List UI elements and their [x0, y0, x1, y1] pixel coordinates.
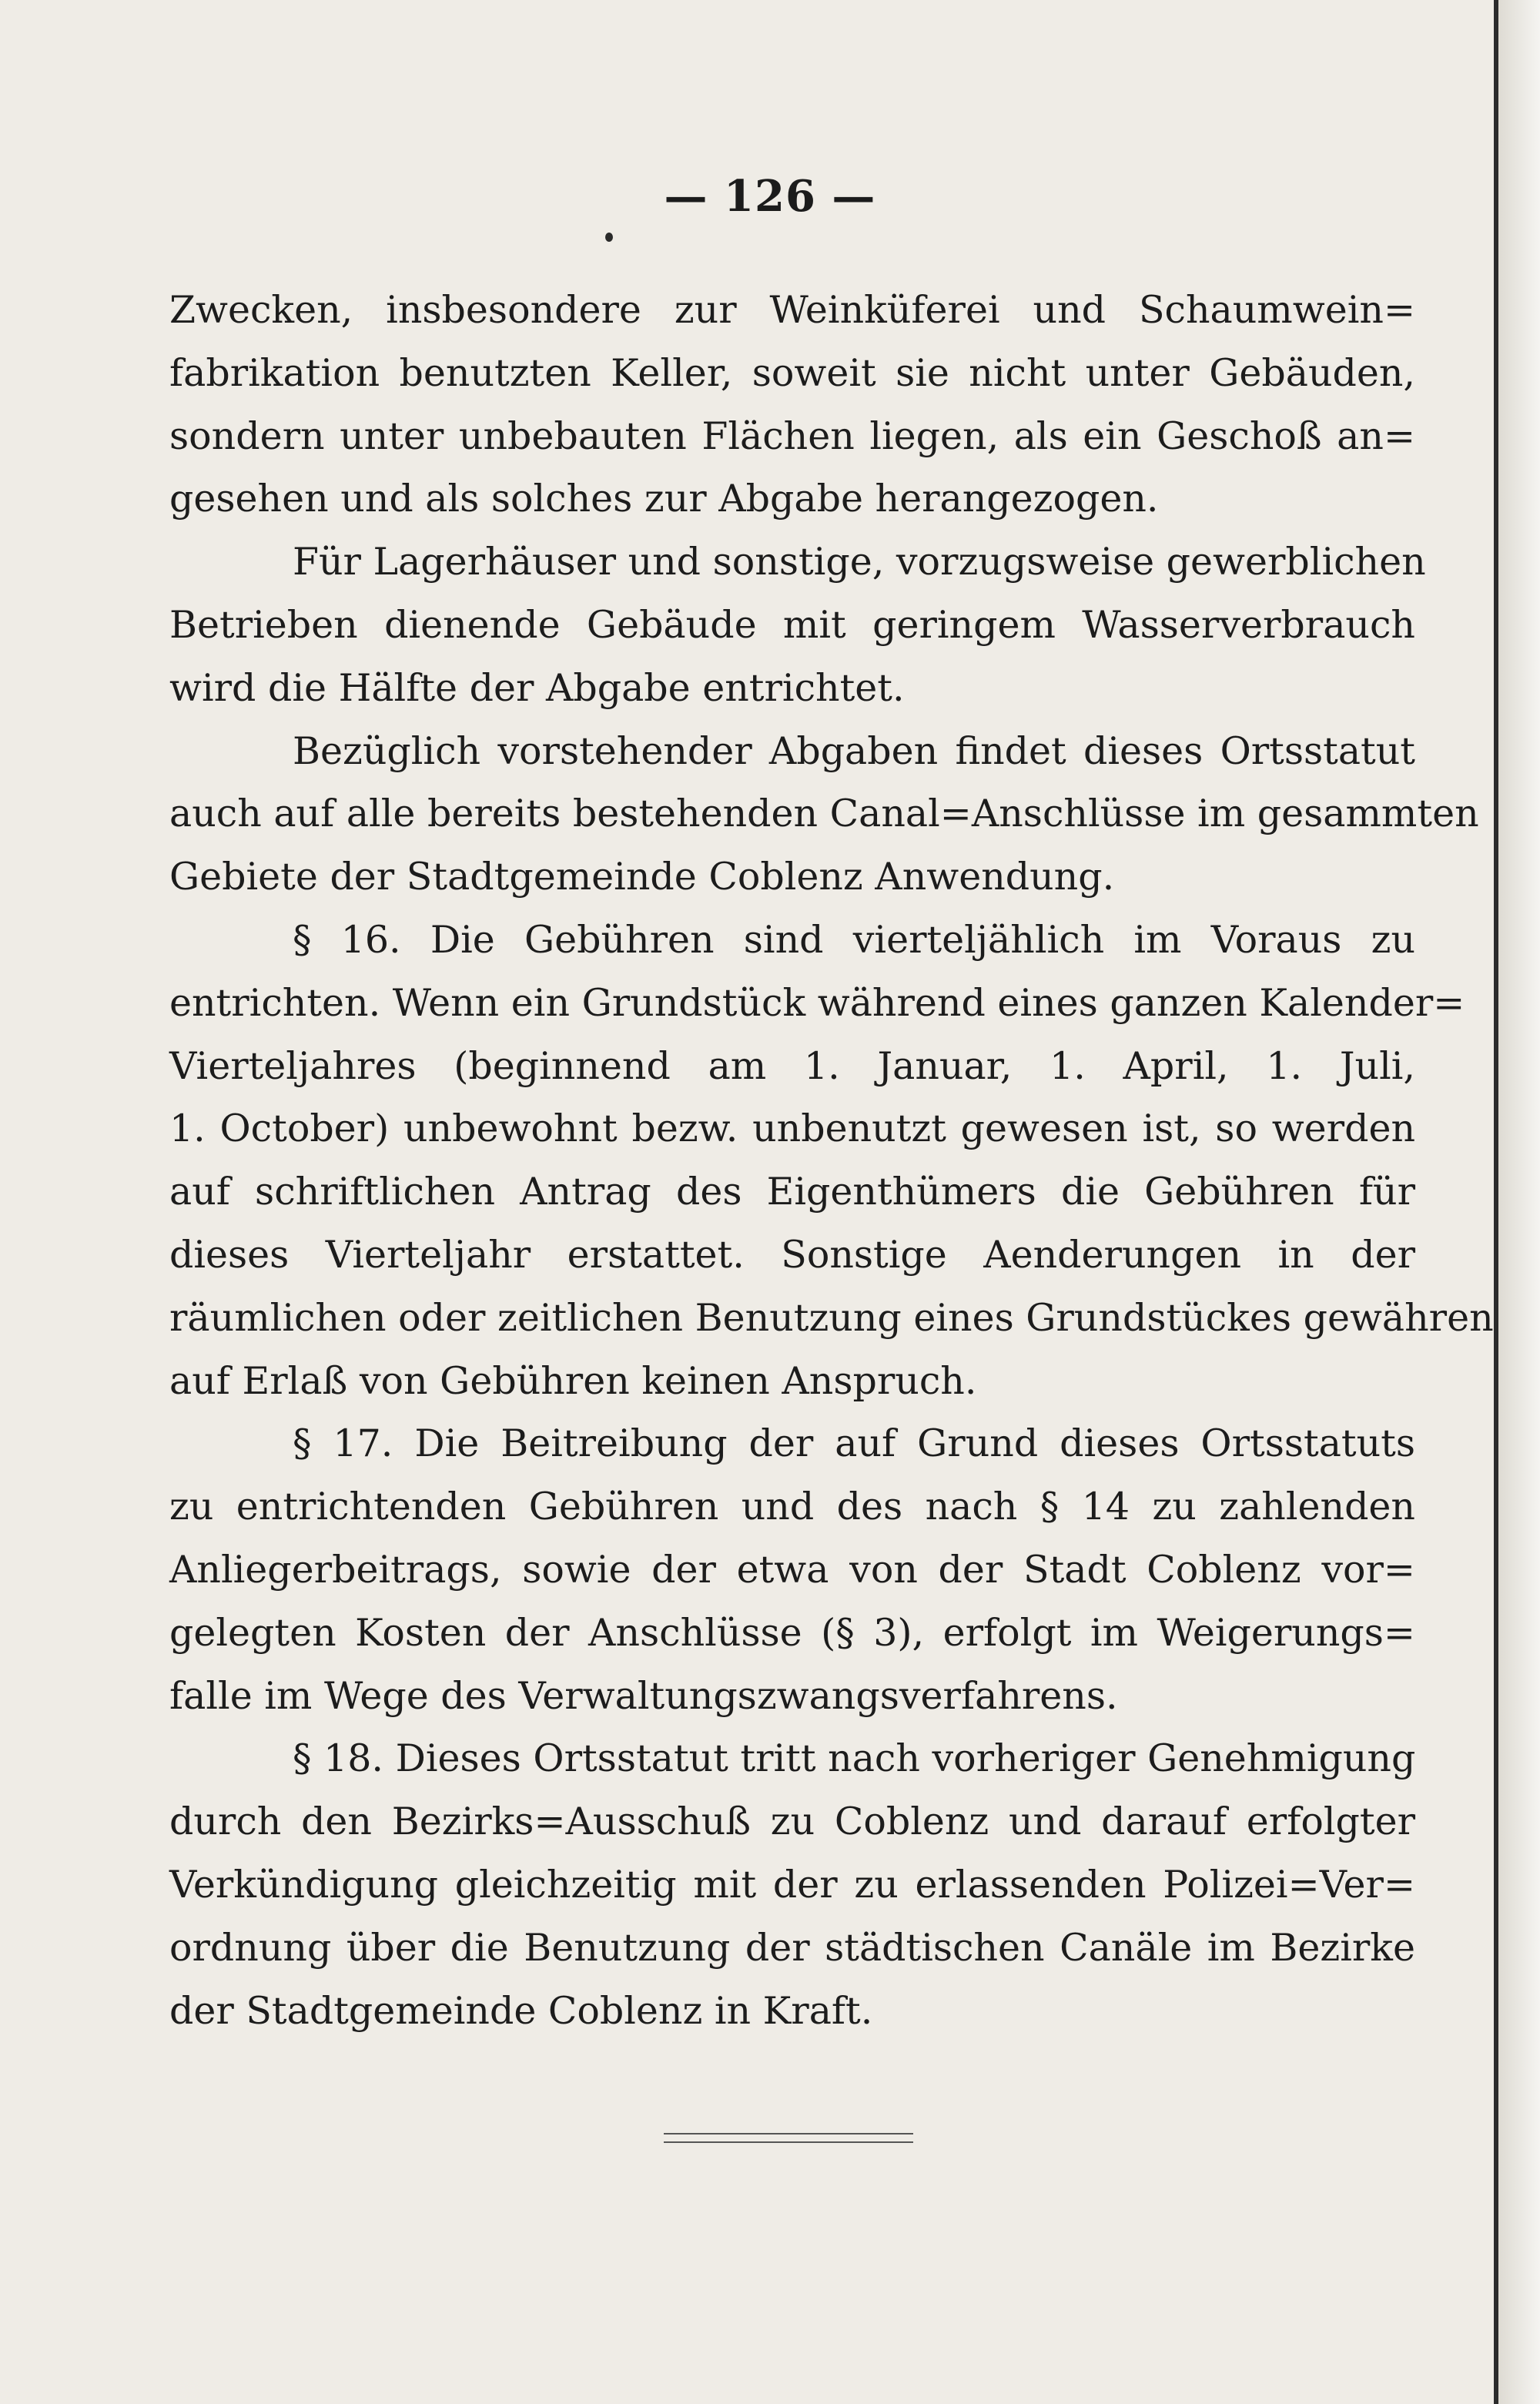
text-line: dieses Vierteljahr erstattet. Sonstige Aenderungen in der — [169, 1232, 1415, 1277]
text-line: entrichten. Wenn ein Grundstück während eines ganzen Kalender= — [169, 980, 1465, 1025]
text-line: ordnung über die Benutzung der städtischen Canäle im Bezirke — [169, 1925, 1415, 1970]
text-line: gesehen und als solches zur Abgabe herangezogen. — [169, 477, 1159, 521]
text-line: räumlichen oder zeitlichen Benutzung eines Grundstückes gewähren — [169, 1295, 1494, 1340]
text-line: falle im Wege des Verwaltungszwangsverfahrens. — [169, 1673, 1118, 1718]
text-line: § 17. Die Beitreibung der auf Grund dieses Ortsstatuts — [293, 1421, 1415, 1466]
text-line: wird die Hälfte der Abgabe entrichtet. — [169, 665, 905, 710]
text-line: Bezüglich vorstehender Abgaben findet dieses Ortsstatut — [293, 728, 1415, 773]
text-line: Verkündigung gleichzeitig mit der zu erlassenden Polizei=Ver= — [169, 1862, 1415, 1907]
text-line: Für Lagerhäuser und sonstige, vorzugsweise gewerblichen — [293, 540, 1426, 584]
text-line: § 18. Dieses Ortsstatut tritt nach vorheriger Genehmigung — [293, 1736, 1416, 1781]
text-line: fabrikation benutzten Keller, soweit sie nicht unter Gebäuden, — [169, 350, 1415, 395]
text-line: Betrieben dienende Gebäude mit geringem Wasserverbrauch — [169, 602, 1415, 647]
text-line: durch den Bezirks=Ausschuß zu Coblenz und darauf erfolgter — [169, 1800, 1415, 1844]
text-line: Gebiete der Stadtgemeinde Coblenz Anwendung. — [169, 855, 1115, 899]
page-number: — 126 — — [664, 171, 876, 222]
text-line: § 16. Die Gebühren sind vierteljählich im Voraus zu — [293, 917, 1415, 962]
body-text — [169, 279, 1494, 2042]
ink-speck — [605, 233, 613, 242]
page-gutter-shadow — [1498, 0, 1540, 2404]
text-line: sondern unter unbebauten Flächen liegen, als ein Geschoß an= — [169, 414, 1415, 458]
text-line: auch auf alle bereits bestehenden Canal=Anschlüsse im gesammten — [169, 792, 1479, 836]
text-line: gelegten Kosten der Anschlüsse (§ 3), erfolgt im Weigerungs= — [169, 1610, 1415, 1655]
text-line: zu entrichtenden Gebühren und des nach § 14 zu zahlenden — [169, 1485, 1415, 1529]
text-line: auf schriftlichen Antrag des Eigenthümers die Gebühren für — [169, 1170, 1415, 1214]
text-line: auf Erlaß von Gebühren keinen Anspruch. — [169, 1358, 977, 1403]
end-rule-top — [664, 2133, 913, 2134]
end-rule-bottom — [664, 2141, 913, 2143]
text-line: der Stadtgemeinde Coblenz in Kraft. — [169, 1988, 873, 2033]
text-line: Zwecken, insbesondere zur Weinküferei und Schaumwein= — [169, 288, 1415, 332]
text-line: 1. October) unbewohnt bezw. unbenutzt gewesen ist, so werden — [169, 1107, 1415, 1151]
text-line: Vierteljahres (beginnend am 1. Januar, 1. April, 1. Juli, — [169, 1043, 1415, 1088]
text-line: Anliegerbeitrags, sowie der etwa von der Stadt Coblenz vor= — [169, 1547, 1415, 1592]
